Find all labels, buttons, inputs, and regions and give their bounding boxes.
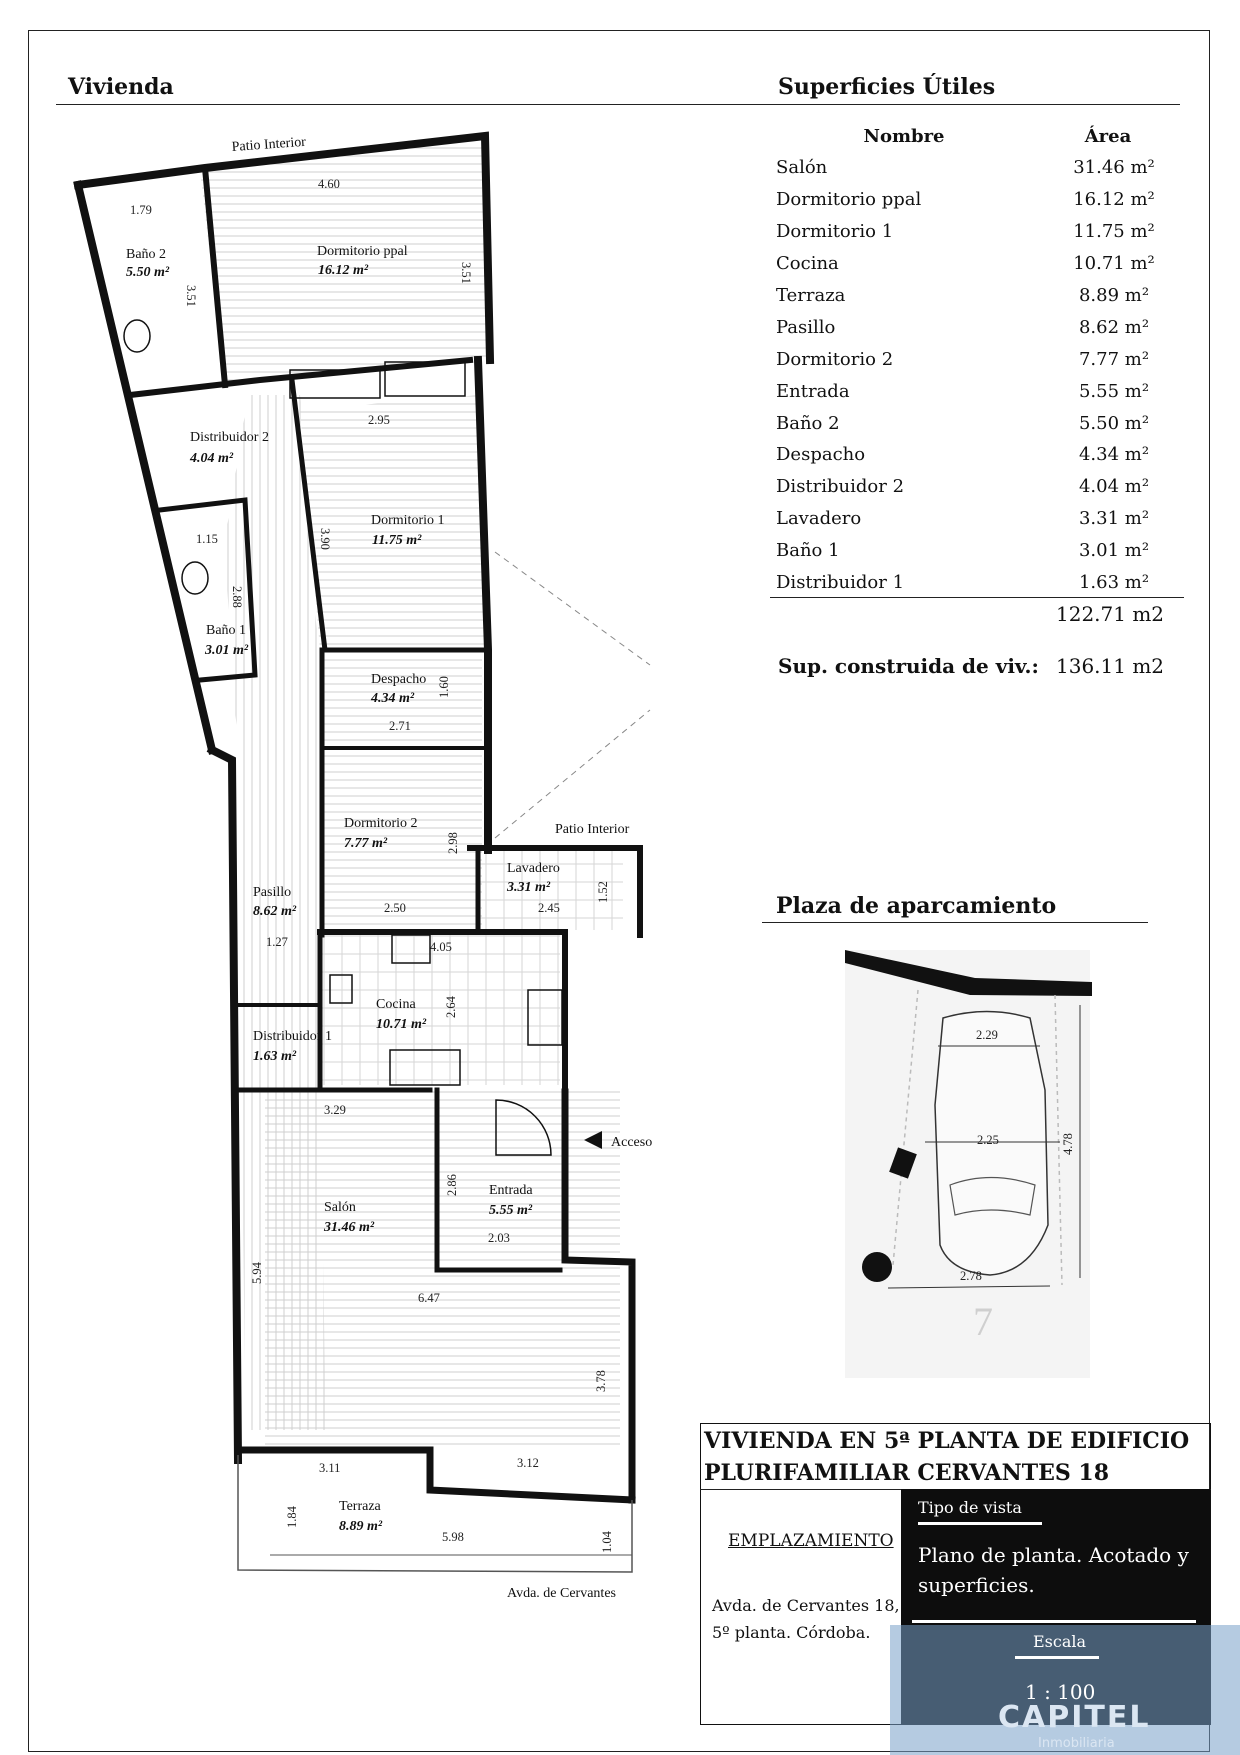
row-name: Distribuidor 2 [776,476,905,498]
row-name: Baño 1 [776,540,840,562]
row-area: 5.50 m² [1078,412,1150,434]
room-lavadero-area: 3.31 m² [507,880,551,895]
dim-203: 2.03 [488,1231,510,1245]
dim-378: 3.78 [594,1370,608,1392]
emplazamiento-address [712,1592,900,1646]
room-lavadero-name: Lavadero [507,861,560,876]
room-bano2-area: 5.50 m² [126,265,170,280]
tipo-value-line-1: Plano de planta. Acotado y [918,1543,1189,1567]
col-name-header: Nombre [863,125,945,147]
room-dorm1-area: 11.75 m² [372,533,422,548]
floor-fills [200,140,623,1450]
row-area: 3.01 m² [1078,540,1150,562]
tipo-underline [918,1522,1042,1525]
room-bano1-name: Baño 1 [206,623,247,638]
row-name: Distribuidor 1 [776,572,905,594]
superficies-title: Superficies Útiles [778,74,996,100]
dim-184: 1.84 [285,1506,299,1528]
row-area: 4.04 m² [1078,476,1150,498]
dim-271: 2.71 [389,719,411,733]
dim-295: 2.95 [368,413,390,427]
row-area: 8.62 m² [1078,316,1150,338]
dim-598: 5.98 [442,1530,464,1544]
row-name: Dormitorio 1 [776,221,894,243]
row-name: Lavadero [776,508,862,530]
dim-264: 2.64 [444,996,458,1018]
dim-460: 4.60 [318,177,340,191]
row-area: 16.12 m² [1073,189,1155,211]
row-name: Salón [776,157,828,179]
row-name: Pasillo [776,316,836,338]
room-bano1-area: 3.01 m² [205,643,249,658]
row-area: 1.63 m² [1078,572,1150,594]
room-pasillo-name: Pasillo [253,885,292,900]
room-dist1-name: Distribuidor 1 [253,1029,332,1044]
room-salon-area: 31.46 m² [324,1220,375,1235]
col-area-header: Área [1084,125,1132,147]
room-dorm2-area: 7.77 m² [344,836,388,851]
escala-label: Escala [1033,1632,1087,1651]
title-block-heading [700,1423,1211,1489]
escala-top-rule [912,1620,1196,1623]
dim-160: 1.60 [437,676,451,698]
row-name: Despacho [776,444,866,466]
parking-dim-225: 2.25 [977,1133,999,1147]
floor-cocina [320,935,560,1085]
room-dist1-area: 1.63 m² [253,1049,297,1064]
room-dist2-area: 4.04 m² [190,451,234,466]
dim-647: 6.47 [418,1291,440,1305]
dim-179: 1.79 [130,203,152,217]
plaza-title: Plaza de aparcamiento [776,893,1057,919]
street-label: Avda. de Cervantes [507,1586,616,1601]
dim-329: 3.29 [324,1103,346,1117]
room-dorm2-name: Dormitorio 2 [344,816,418,831]
escala-underline [1015,1656,1099,1659]
parking-dim-478: 4.78 [1061,1133,1075,1155]
title-line-1: VIVIENDA EN 5ª PLANTA DE EDIFICIO [704,1428,1190,1454]
room-salon-name: Salón [324,1200,356,1215]
room-entrada-area: 5.55 m² [489,1203,533,1218]
dim-104: 1.04 [600,1531,614,1553]
row-name: Cocina [776,253,839,275]
escala-value: 1 : 100 [1025,1680,1096,1704]
tipo-label: Tipo de vista [918,1498,1022,1517]
row-name: Entrada [776,380,850,402]
room-cocina-area: 10.71 m² [376,1017,427,1032]
row-name: Terraza [776,285,846,306]
construida-value: 136.11 m2 [1056,654,1165,678]
watermark-sub: Inmobiliaria [1038,1736,1115,1751]
dim-405: 4.05 [430,940,452,954]
room-terraza-area: 8.89 m² [339,1519,383,1534]
tipo-value [918,1540,1189,1600]
dim-152: 1.52 [596,881,610,903]
dim-288: 2.88 [230,586,244,608]
construida-label: Sup. construida de viv.: [778,654,1039,678]
parking-drawing [845,950,1092,1378]
row-area: 3.31 m² [1078,508,1150,530]
row-area: 7.77 m² [1078,348,1150,370]
sight-lines [495,552,650,838]
room-dorm-ppal-name: Dormitorio ppal [317,244,408,259]
dim-594: 5.94 [250,1262,264,1284]
dim-351-a: 3.51 [459,262,473,284]
room-cocina-name: Cocina [376,997,416,1012]
acceso-label: Acceso [611,1135,653,1150]
dim-245: 2.45 [538,901,560,915]
row-area: 8.89 m² [1078,285,1150,306]
room-despacho-area: 4.34 m² [371,691,415,706]
watermark-brand: CAPITEL [998,1700,1151,1735]
dim-311: 3.11 [319,1461,341,1475]
row-area: 11.75 m² [1073,221,1155,243]
patio-interior-top: Patio Interior [231,134,307,155]
dim-351-b: 3.51 [184,285,198,307]
row-area: 31.46 m² [1073,157,1155,179]
room-dist2-name: Distribuidor 2 [190,430,269,445]
column-icon [862,1252,892,1282]
room-entrada-name: Entrada [489,1183,533,1198]
emplazamiento-label: EMPLAZAMIENTO [728,1531,894,1551]
row-area: 5.55 m² [1078,380,1150,402]
address-line-1: Avda. de Cervantes 18, [712,1596,900,1615]
dim-115: 1.15 [196,532,218,546]
row-name: Dormitorio 2 [776,348,894,370]
parking-dim-229: 2.29 [976,1028,998,1042]
row-name: Baño 2 [776,412,840,434]
room-dorm1-name: Dormitorio 1 [371,513,445,528]
sink-bano1 [182,562,208,594]
row-name: Dormitorio ppal [776,189,922,211]
parking-number: 7 [973,1299,993,1344]
room-dorm-ppal-area: 16.12 m² [318,263,369,278]
title-line-2: PLURIFAMILIAR CERVANTES 18 [704,1460,1110,1486]
room-bano2-name: Baño 2 [126,247,167,262]
tipo-value-line-2: superficies. [918,1573,1035,1597]
sink-bano2 [124,320,150,352]
dim-312: 3.12 [517,1456,539,1470]
room-terraza-name: Terraza [339,1499,381,1514]
parking-dim-278: 2.78 [960,1269,982,1283]
room-despacho-name: Despacho [371,672,427,687]
patio-interior-right: Patio Interior [555,822,630,837]
row-area: 10.71 m² [1073,253,1155,275]
vivienda-title: Vivienda [68,74,174,100]
room-pasillo-area: 8.62 m² [253,904,297,919]
address-line-2: 5º planta. Córdoba. [712,1623,871,1642]
total-util: 122.71 m2 [1056,602,1165,626]
row-area: 4.34 m² [1078,444,1150,466]
dim-127: 1.27 [266,935,288,949]
dim-250: 2.50 [384,901,406,915]
dim-390: 3.90 [318,528,332,550]
dim-298: 2.98 [446,832,460,854]
dim-286: 2.86 [445,1174,459,1196]
